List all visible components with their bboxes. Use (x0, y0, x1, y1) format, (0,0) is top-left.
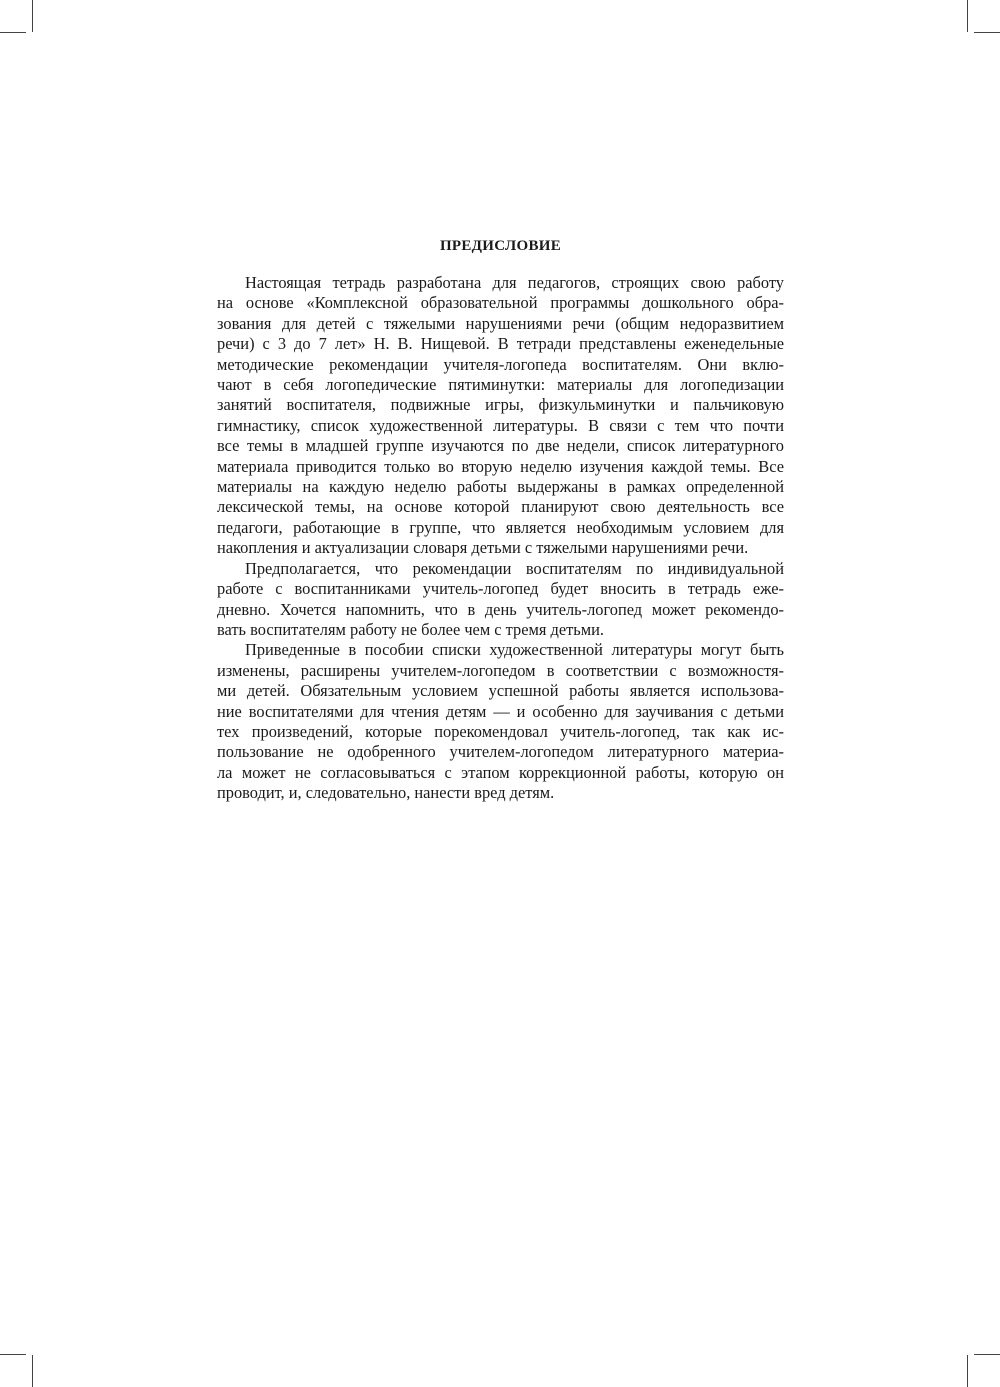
crop-mark-bottom-left-vertical (32, 1355, 33, 1387)
text-line: накопления и актуализации словаря детьми с тяжелыми нарушениями речи. (217, 538, 749, 558)
crop-mark-top-right-vertical (967, 0, 968, 32)
text-line: зования для детей с тяжелыми нарушениями речи (общим недоразвитием (217, 313, 784, 333)
text-line: тех произведений, которые порекомендовал учитель-логопед, так как ис- (217, 721, 784, 741)
crop-mark-top-right-horizontal (974, 32, 1000, 33)
text-line: материала приводится только во вторую неделю изучения каждой темы. Все (217, 456, 784, 476)
text-line: гимнастику, список художественной литературы. В связи с тем что почти (217, 415, 784, 435)
text-line: работе с воспитанниками учитель-логопед будет вносить в тетрадь еже- (217, 579, 784, 599)
crop-mark-top-left-vertical (32, 0, 33, 32)
text-line: чают в себя логопедические пятиминутки: материалы для логопедизации (217, 375, 784, 395)
text-line: проводит, и, следовательно, нанести вред детям. (217, 783, 555, 803)
text-line: методические рекомендации учителя-логопеда воспитателям. Они вклю- (217, 354, 784, 374)
paragraph-1 (217, 273, 784, 559)
text-line: речи) с 3 до 7 лет» Н. В. Нищевой. В тетради представлены еженедельные (217, 334, 784, 354)
page-title: ПРЕДИСЛОВИЕ (439, 238, 562, 254)
text-line: изменены, расширены учителем-логопедом в соответствии с возможностя- (217, 660, 784, 680)
paragraph-2 (217, 559, 784, 641)
text-line: на основе «Комплексной образовательной программы дошкольного обра- (217, 293, 784, 313)
text-line: ние воспитателями для чтения детям — и особенно для заучивания с детьми (217, 701, 784, 721)
text-line: все темы в младшей группе изучаются по две недели, список литературного (217, 436, 784, 456)
crop-mark-bottom-left-horizontal (0, 1354, 26, 1355)
crop-mark-top-left-horizontal (0, 32, 26, 33)
text-line: ми детей. Обязательным условием успешной работы является использова- (217, 681, 784, 701)
text-line: Настоящая тетрадь разработана для педагогов, строящих свою работу (245, 273, 784, 292)
crop-mark-bottom-right-horizontal (974, 1354, 1000, 1355)
text-line: Приведенные в пособии списки художественной литературы могут быть (245, 640, 784, 660)
text-line: Предполагается, что рекомендации воспитателям по индивидуальной (245, 558, 784, 578)
text-line: занятий воспитателя, подвижные игры, физкульминутки и пальчиковую (217, 395, 784, 415)
text-line: педагоги, работающие в группе, что является необходимым условием для (217, 517, 784, 537)
text-line: дневно. Хочется напомнить, что в день учитель-логопед может рекомендо- (217, 599, 784, 619)
paragraph-3 (217, 640, 784, 803)
page-content (217, 238, 784, 804)
text-line: материалы на каждую неделю работы выдержаны в рамках определенной (217, 477, 784, 497)
text-line: ла может не согласовываться с этапом коррекционной работы, которую он (217, 762, 784, 782)
text-line: пользование не одобренного учителем-логопедом литературного материа- (217, 742, 784, 762)
crop-mark-bottom-right-vertical (967, 1355, 968, 1387)
text-line: лексической темы, на основе которой планируют свою деятельность все (217, 497, 784, 517)
text-line: вать воспитателям работу не более чем с тремя детьми. (217, 619, 605, 639)
